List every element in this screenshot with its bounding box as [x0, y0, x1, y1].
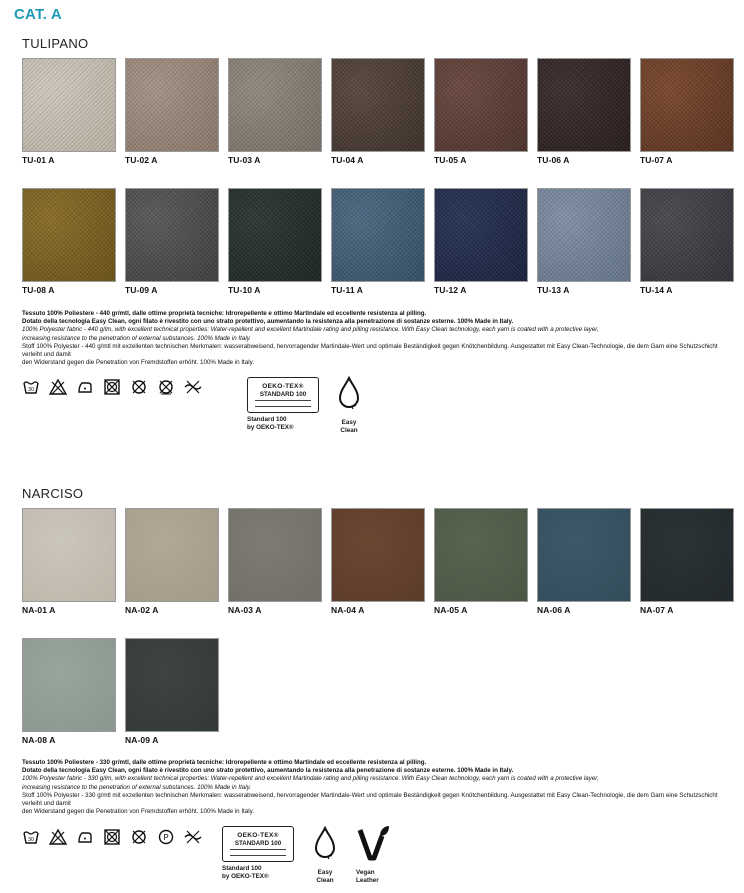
desc-english-line1: 100% Polyester fabric - 440 g/lm, with excellent technical properties: Water-repellent and excellent Martindale rating and pilling resistance. With Easy Clean technology, each yarn is coated with a protective layer, — [22, 326, 599, 334]
swatch-code-label: TU-03 A — [228, 155, 261, 165]
fabric-swatch — [537, 508, 631, 602]
swatch-tu-12-a — [434, 188, 528, 295]
description-tulipano — [22, 310, 722, 367]
oeko-tex-standard: STANDARD 100 — [259, 391, 307, 398]
oeko-tex-header: OEKO-TEX® — [262, 383, 304, 390]
swatch-code-label: NA-07 A — [640, 605, 674, 615]
no-bleach-icon — [49, 378, 67, 396]
swatch-tu-01-a — [22, 58, 116, 165]
oeko-tex-cert-narciso — [222, 826, 294, 880]
category-title: CAT. A — [14, 6, 62, 23]
fabric-swatch — [537, 188, 631, 282]
section-title-narciso: NARCISO — [22, 486, 84, 501]
swatch-tu-11-a — [331, 188, 425, 295]
swatch-na-03-a — [228, 508, 322, 615]
desc-german-line1: Stoff 100% Polyester - 440 g/mtl mit exzellenten technischen Merkmalen: wasserabweisend, hervorragender Martindale-Wert und optimale Beständigkeit gegen Knötchenbildung. Ausgestattet mit Easy Clean-Technologie, die dem Garn eine Schutzschicht verleiht und damit — [22, 342, 718, 359]
fabric-swatch — [434, 58, 528, 152]
section-title-tulipano: TULIPANO — [22, 36, 89, 51]
swatch-tu-09-a — [125, 188, 219, 295]
vegan-line2: Leather — [356, 876, 379, 884]
fabric-swatch — [125, 638, 219, 732]
easy-clean-line2: Clean — [316, 876, 334, 884]
swatch-na-08-a — [22, 638, 116, 745]
swatch-code-label: TU-02 A — [125, 155, 158, 165]
swatch-code-label: TU-06 A — [537, 155, 570, 165]
desc-english-line2: increasing resistance to the penetration of external substances. 100% Made in Italy. — [22, 334, 251, 342]
desc-italian-line1: Tessuto 100% Poliestere - 440 gr/mtl, dalle ottime proprietà tecniche: Idrorepellente e ottimo Martindale ed eccellente resistenza al pilling. — [22, 310, 427, 317]
vegan-v-leaf-icon — [356, 824, 390, 862]
desc-german-line1: Stoff 100% Polyester - 330 g/mtl mit exzellenten technischen Merkmalen: wasserabweisend, hervorragender Martindale-Wert und optimale Beständigkeit gegen Knötchenbildung. Ausgestattet mit Easy Clean-Technologie, die dem Garn eine Schutzschicht verleiht und damit — [22, 791, 718, 808]
oeko-tex-standard: STANDARD 100 — [234, 840, 282, 847]
fabric-swatch — [125, 188, 219, 282]
swatch-code-label: TU-11 A — [331, 285, 364, 295]
fabric-swatch — [434, 508, 528, 602]
iron-low-icon — [76, 378, 94, 396]
swatch-na-09-a — [125, 638, 219, 745]
description-narciso — [22, 759, 722, 816]
swatch-code-label: TU-01 A — [22, 155, 55, 165]
fabric-swatch — [331, 188, 425, 282]
fabric-swatch — [640, 188, 734, 282]
swatch-code-label: NA-03 A — [228, 605, 262, 615]
swatch-code-label: TU-04 A — [331, 155, 364, 165]
no-tumble-dry-icon — [103, 378, 121, 396]
fabric-swatch — [331, 58, 425, 152]
swatch-tu-05-a — [434, 58, 528, 165]
swatch-code-label: TU-12 A — [434, 285, 467, 295]
oeko-tex-cert-tulipano — [247, 377, 319, 431]
oeko-tex-header: OEKO-TEX® — [237, 832, 279, 839]
desc-german-line2: den Widerstand gegen die Penetration von Fremdstoffen erhöht. 100% Made in Italy. — [22, 808, 254, 816]
desc-italian-line1: Tessuto 100% Poliestere - 330 gr/mtl, dalle ottime proprietà tecniche: Idrorepellente e ottimo Martindale ed eccellente resistenza al pilling. — [22, 759, 427, 766]
swatch-na-06-a — [537, 508, 631, 615]
swatch-code-label: NA-01 A — [22, 605, 56, 615]
dry-clean-p-icon — [157, 828, 175, 846]
swatch-na-05-a — [434, 508, 528, 615]
desc-german-line2: den Widerstand gegen die Penetration von Fremdstoffen erhöht. 100% Made in Italy. — [22, 359, 254, 367]
swatch-code-label: NA-06 A — [537, 605, 571, 615]
swatch-tu-14-a — [640, 188, 734, 295]
fabric-swatch — [331, 508, 425, 602]
easy-clean-line2: Clean — [340, 426, 358, 434]
fabric-swatch — [640, 508, 734, 602]
fabric-swatch — [22, 58, 116, 152]
desc-english-line1: 100% Polyester fabric - 330 g/lm, with excellent technical properties: Water-repellent and excellent Martindale rating and pilling resistance. With Easy Clean technology, each yarn is coated with a protective layer, — [22, 775, 599, 783]
easy-clean-badge-tulipano — [336, 376, 362, 434]
swatch-code-label: TU-14 A — [640, 285, 673, 295]
swatch-code-label: NA-02 A — [125, 605, 159, 615]
fabric-swatch — [22, 508, 116, 602]
wash-30-icon — [22, 828, 40, 846]
desc-italian-line2: Dotato della tecnologia Easy Clean, ogni filato è rivestito con uno strato protettivo, aumentando la resistenza alla penetrazione di sostanze esterne. 100% Made in Italy. — [22, 318, 514, 326]
vegan-leather-badge — [356, 824, 390, 884]
water-drop-icon — [312, 826, 338, 862]
swatch-tu-07-a — [640, 58, 734, 165]
swatch-tu-04-a — [331, 58, 425, 165]
easy-clean-badge-narciso — [312, 826, 338, 884]
vegan-line1: Vegan — [356, 869, 375, 876]
no-bleach-icon — [49, 828, 67, 846]
desc-english-line2: increasing resistance to the penetration of external substances. 100% Made in Italy. — [22, 783, 251, 791]
no-dry-clean-solvent-icon — [157, 378, 175, 396]
swatch-tu-10-a — [228, 188, 322, 295]
swatch-tu-13-a — [537, 188, 631, 295]
no-dry-clean-icon — [130, 378, 148, 396]
desc-italian-line2: Dotato della tecnologia Easy Clean, ogni filato è rivestito con uno strato protettivo, aumentando la resistenza alla penetrazione di sostanze esterne. 100% Made in Italy. — [22, 767, 514, 775]
swatch-code-label: NA-08 A — [22, 735, 56, 745]
easy-clean-line1: Easy — [341, 419, 357, 426]
svg-text:30: 30 — [27, 387, 35, 393]
swatch-code-label: TU-05 A — [434, 155, 467, 165]
care-icons-narciso — [22, 828, 202, 846]
swatch-na-02-a — [125, 508, 219, 615]
easy-clean-line1: Easy — [317, 869, 333, 876]
swatch-na-01-a — [22, 508, 116, 615]
no-wring-icon — [184, 828, 202, 846]
swatch-code-label: NA-09 A — [125, 735, 159, 745]
svg-text:30: 30 — [27, 837, 35, 843]
oeko-tex-fineprint — [255, 400, 311, 407]
fabric-swatch — [125, 58, 219, 152]
fabric-swatch — [640, 58, 734, 152]
swatch-code-label: TU-08 A — [22, 285, 55, 295]
swatch-tu-02-a — [125, 58, 219, 165]
cert-caption-line2: by OEKO-TEX® — [222, 872, 269, 880]
fabric-swatch — [125, 508, 219, 602]
swatch-na-07-a — [640, 508, 734, 615]
oeko-tex-fineprint — [230, 849, 286, 856]
fabric-swatch — [228, 508, 322, 602]
swatch-tu-06-a — [537, 58, 631, 165]
swatch-na-04-a — [331, 508, 425, 615]
svg-text:P: P — [163, 833, 169, 842]
no-dry-clean-icon — [130, 828, 148, 846]
swatch-code-label: TU-07 A — [640, 155, 673, 165]
oeko-tex-logo — [247, 377, 319, 413]
swatch-tu-08-a — [22, 188, 116, 295]
care-icons-tulipano — [22, 378, 202, 396]
water-drop-icon — [336, 376, 362, 412]
fabric-swatch — [22, 188, 116, 282]
no-tumble-dry-icon — [103, 828, 121, 846]
swatch-tu-03-a — [228, 58, 322, 165]
fabric-swatch — [228, 58, 322, 152]
cert-caption-line2: by OEKO-TEX® — [247, 423, 294, 431]
swatch-code-label: NA-05 A — [434, 605, 468, 615]
iron-low-icon — [76, 828, 94, 846]
swatch-code-label: NA-04 A — [331, 605, 365, 615]
wash-30-icon — [22, 378, 40, 396]
swatch-code-label: TU-13 A — [537, 285, 570, 295]
no-wring-icon — [184, 378, 202, 396]
fabric-swatch — [228, 188, 322, 282]
fabric-swatch — [22, 638, 116, 732]
cert-caption-line1: Standard 100 — [247, 416, 287, 423]
oeko-tex-logo — [222, 826, 294, 862]
fabric-swatch — [537, 58, 631, 152]
cert-caption-line1: Standard 100 — [222, 865, 262, 872]
swatch-code-label: TU-09 A — [125, 285, 158, 295]
swatch-code-label: TU-10 A — [228, 285, 261, 295]
fabric-swatch — [434, 188, 528, 282]
